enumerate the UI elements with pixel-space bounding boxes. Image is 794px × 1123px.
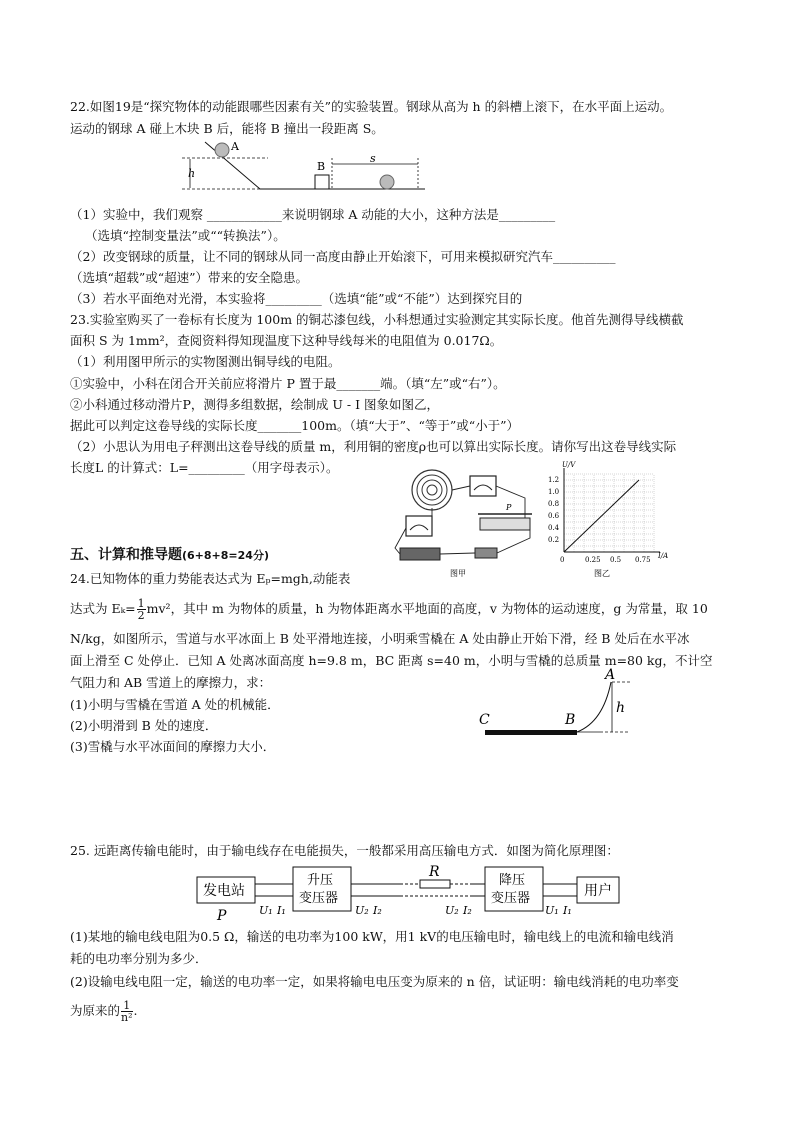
height-h-label: h [616, 700, 626, 716]
y-tick-label: 0.6 [548, 512, 560, 520]
battery [400, 548, 440, 560]
q25-part2-a: (2)设输电线电阻一定，输送的电功率一定，如果将输电电压变为原来的 n 倍，试证明：输电线消耗的电功率变 [70, 974, 679, 989]
q25-part1-a: (1)某地的输电线电阻为0.5 Ω，输送的电功率为100 kW，用1 kV的电压输电时，输电线上的电流和输电线消 [70, 929, 674, 944]
step-down-label-1: 降压 [499, 873, 526, 888]
q23-line-1: 23.实验室购买了一卷标有长度为 100m 的铜芯漆包线，小科想通过实验测定其实际长度。他首先测得导线横截 [70, 312, 684, 327]
transmission-diagram [195, 862, 625, 922]
q22-ramp-figure [180, 140, 430, 195]
q23-line-3: （1）利用图甲所示的实物图测出铜导线的电阻。 [70, 354, 341, 369]
steel-ball-a [215, 143, 229, 157]
height-label: h [188, 167, 196, 180]
y-tick-label: 0.8 [548, 500, 560, 508]
wood-block-b [315, 175, 329, 189]
q24-part1: (1)小明与雪橇在雪道 A 处的机械能． [70, 697, 280, 712]
q22-part1-b: （选填“控制变量法”或““转换法”）。 [85, 228, 286, 243]
q22-part2-b: （选填“超载”或“超速”）带来的安全隐患。 [70, 270, 309, 285]
circuit-figure [390, 468, 540, 578]
q25-line-1: 25. 远距离传输电能时，由于输电线存在电能损失，一般都采用高压输电方式．如图为简化原理图： [70, 843, 619, 858]
power-p-label: P [217, 908, 227, 924]
y-tick-label: 0.4 [548, 524, 560, 532]
q22-part1-a: （1）实验中，我们观察 ____________来说明钢球 A 动能的大小，这种方法是_________ [70, 207, 556, 222]
q25-part2-b [70, 1000, 138, 1023]
q23-line-5: ②小科通过移动滑片P，测得多组数据，绘制成 U - I 图象如图乙， [70, 397, 440, 412]
q23-line-2: 面积 S 为 1mm²，查阅资料得知现温度下这种导线每米的电阻值为 0.017Ω。 [70, 333, 503, 348]
moved-ball [380, 175, 394, 189]
half-fraction [137, 598, 146, 621]
q24-part3: (3)雪橇与水平冰面间的摩擦力大小． [70, 739, 276, 754]
y-tick-label: 1.2 [548, 476, 560, 484]
fig-a-caption: 图甲 [450, 569, 466, 578]
q23-line-4: ①实验中，小科在闭合开关前应将滑片 P 置于最_______端。（填“左”或“右”）。 [70, 376, 506, 391]
x-tick-label: 0.75 [635, 556, 651, 564]
x-axis-label: I/A [658, 552, 669, 560]
i1-label-a: I₁ [277, 904, 286, 917]
q24-line-3: N/kg，如图所示，雪道与水平冰面上 B 处平滑地连接，小明乘雪橇在 A 处由静止开始下滑，经 B 处后在水平冰 [70, 631, 690, 646]
distance-label: s [370, 152, 376, 165]
fraction-denominator: n² [121, 1011, 133, 1024]
q22-part3: （3）若水平面绝对光滑，本实验将_________（选填“能”或“不能”）达到探究目的 [70, 291, 523, 306]
q25-part2-b-end: . [133, 1003, 138, 1018]
u2-label-a: U₂ [355, 904, 369, 917]
u2-label-b: U₂ [445, 904, 459, 917]
section-5-score: (6+8+8=24分) [182, 549, 269, 562]
ui-graph-chart [536, 461, 676, 579]
fraction-numerator: 1 [137, 597, 145, 610]
resistor-label: R [429, 864, 440, 880]
step-down-label-2: 变压器 [491, 891, 531, 906]
q22-line-1: 22.如图19是“探究物体的动能跟哪些因素有关”的实验装置。钢球从高为 h 的斜槽上滚下，在水平面上运动。 [70, 99, 673, 114]
u1-label-a: U₁ [259, 904, 273, 917]
x-tick-label: 0.25 [585, 556, 601, 564]
i1-label-b: I₁ [563, 904, 572, 917]
q24-line-4: 面上滑至 C 处停止．已知 A 处离冰面高度 h=9.8 m，BC 距离 s=40 m，小明与雪橇的总质量 m=80 kg，不计空 [70, 653, 713, 668]
snow-track [577, 682, 611, 732]
fraction-denominator: 2 [137, 609, 145, 622]
q22-part2-a: （2）改变钢球的质量，让不同的钢球从同一高度由静止开始滚下，可用来模拟研究汽车__________ [70, 249, 616, 264]
voltmeter [470, 476, 496, 496]
wire-coil-inner-2 [422, 480, 442, 500]
y-tick-label: 0.2 [548, 536, 560, 544]
q23-line-7: （2）小思认为用电子秤测出这卷导线的质量 m，利用铜的密度ρ也可以算出实际长度。请你写出这卷导线实际 [70, 439, 677, 454]
section-5-title: 五、计算和推导题 [70, 547, 182, 563]
u1-label-b: U₁ [545, 904, 559, 917]
point-a-label: A [605, 667, 616, 683]
q24-line-2-rest: mv²，其中 m 为物体的质量，h 为物体距离水平地面的高度，v 为物体的运动速度，g 为常量，取 10 [146, 601, 708, 616]
ice-surface [485, 730, 577, 735]
q23-line-8: 长度L 的计算式：L=_________（用字母表示）。 [70, 460, 339, 475]
resistor-r [420, 880, 450, 888]
q24-slope-figure [475, 667, 635, 742]
q24-line-2 [70, 598, 708, 621]
fraction-numerator: 1 [121, 1000, 133, 1012]
x-tick-label: 0.5 [610, 556, 622, 564]
x-tick-label: 0 [560, 556, 565, 564]
step-up-label-1: 升压 [307, 873, 334, 888]
q24-line-2-start: 达式为 Eₖ= [70, 601, 136, 616]
one-over-n-squared [121, 1000, 133, 1023]
fig-b-caption: 图乙 [594, 569, 610, 578]
q22-line-2: 运动的钢球 A 碰上木块 B 后，能将 B 撞出一段距离 S。 [70, 121, 384, 136]
ball-a-label: A [231, 140, 239, 153]
i2-label-a: I₂ [373, 904, 382, 917]
power-plant-label: 发电站 [203, 883, 245, 899]
q23-line-6: 据此可以判定这卷导线的实际长度_______100m。（填“大于”、“等于”或“小于”） [70, 418, 520, 433]
i2-label-b: I₂ [463, 904, 472, 917]
wire-coil-inner-3 [427, 485, 437, 495]
section-5-heading [70, 546, 269, 565]
point-c-label: C [479, 712, 490, 728]
y-axis-label: U/V [562, 461, 576, 469]
block-b-label: B [317, 160, 326, 173]
q24-line-5: 气阻力和 AB 雪道上的摩擦力，求： [70, 675, 272, 690]
user-label: 用户 [584, 883, 612, 899]
y-tick-label: 1.0 [548, 488, 560, 496]
u-i-series-line [564, 480, 639, 552]
q25-part2-b-text: 为原来的 [70, 1003, 121, 1018]
q24-part2: (2)小明滑到 B 处的速度． [70, 718, 218, 733]
wire-coil [412, 470, 452, 510]
ammeter [406, 516, 432, 536]
rheostat [480, 518, 530, 530]
q25-part1-b: 耗的电功率分别为多少． [70, 951, 208, 966]
step-up-label-2: 变压器 [299, 891, 339, 906]
point-b-label: B [565, 712, 576, 728]
switch [475, 548, 497, 558]
q24-line-1: 24.已知物体的重力势能表达式为 Eₚ=mgh,动能表 [70, 571, 351, 586]
slider-p-label: P [506, 503, 512, 512]
